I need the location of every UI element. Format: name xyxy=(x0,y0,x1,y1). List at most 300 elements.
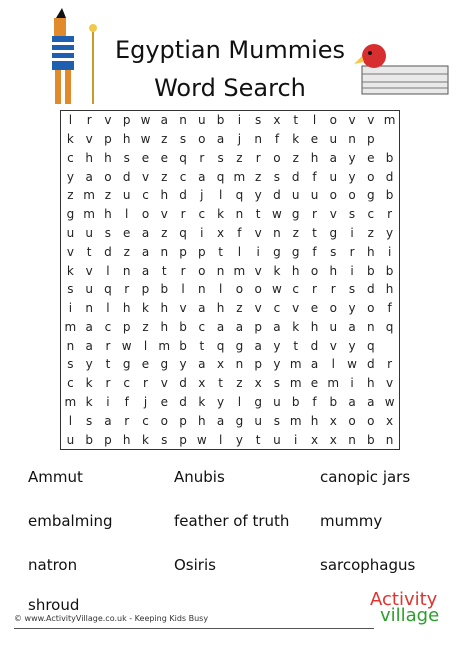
grid-cell: a xyxy=(198,169,206,184)
grid-cell: f xyxy=(274,132,280,147)
grid-cell: n xyxy=(198,282,206,297)
grid-cell: o xyxy=(367,169,375,184)
grid-cell: l xyxy=(143,338,148,353)
grid-cell: m xyxy=(233,169,246,184)
grid-cell: k xyxy=(217,207,225,222)
grid-cell: v xyxy=(254,263,262,278)
grid-cell: r xyxy=(387,207,393,222)
grid-cell: w xyxy=(140,132,151,147)
grid-cell: a xyxy=(216,319,225,334)
grid-cell: y xyxy=(273,357,281,372)
grid-cell: o xyxy=(329,188,337,203)
grid-cell: w xyxy=(121,338,132,353)
grid-cell: o xyxy=(198,132,206,147)
grid-cell: d xyxy=(310,338,319,353)
grid-cell: d xyxy=(291,169,300,184)
grid-cell: b xyxy=(367,263,375,278)
grid-cell: f xyxy=(312,169,317,184)
grid-cell: o xyxy=(198,263,206,278)
grid-cell: s xyxy=(273,376,281,391)
grid-cell: l xyxy=(68,113,73,128)
grid-cell: h xyxy=(104,207,112,222)
grid-cell: b xyxy=(385,188,394,203)
grid-cell: z xyxy=(123,244,130,259)
grid-cell: b xyxy=(85,432,93,447)
grid-cell: a xyxy=(141,226,150,241)
grid-cell: m xyxy=(233,263,246,278)
grid-cell: c xyxy=(142,413,149,428)
page-title-line1: Egyptian Mummies xyxy=(114,36,346,64)
grid-cell: x xyxy=(198,376,206,391)
grid-cell: e xyxy=(141,357,150,372)
grid-cell: r xyxy=(387,357,393,372)
grid-cell: l xyxy=(312,113,317,128)
grid-cell: h xyxy=(198,413,206,428)
grid-cell: g xyxy=(235,338,244,353)
grid-cell: s xyxy=(86,413,93,428)
grid-cell: t xyxy=(105,357,111,372)
grid-cell: o xyxy=(254,282,262,297)
grid-cell: s xyxy=(67,282,74,297)
grid-cell: u xyxy=(254,413,262,428)
grid-cell: w xyxy=(272,207,282,222)
word-item: mummy xyxy=(320,512,383,530)
grid-cell: n xyxy=(235,207,244,222)
grid-cell: o xyxy=(160,413,168,428)
grid-cell: e xyxy=(310,301,319,316)
grid-cell: i xyxy=(256,244,260,259)
grid-cell: v xyxy=(254,301,262,316)
grid-cell: v xyxy=(329,207,337,222)
grid-cell: e xyxy=(310,376,319,391)
grid-cell: u xyxy=(66,226,75,241)
grid-cell: r xyxy=(124,282,130,297)
grid-cell: c xyxy=(367,207,375,222)
grid-cell: y xyxy=(348,169,356,184)
grid-cell: l xyxy=(331,357,335,372)
grid-cell: n xyxy=(66,338,75,353)
grid-cell: q xyxy=(235,188,244,203)
grid-cell: c xyxy=(142,188,149,203)
grid-cell: c xyxy=(67,376,74,391)
grid-cell: s xyxy=(217,150,224,165)
grid-cell: n xyxy=(235,357,244,372)
grid-cell: m xyxy=(64,319,77,334)
word-search-grid xyxy=(60,110,400,450)
grid-cell: d xyxy=(122,169,131,184)
grid-cell: f xyxy=(387,301,392,316)
grid-cell: o xyxy=(141,207,150,222)
grid-cell: x xyxy=(386,413,394,428)
page-title-line2: Word Search xyxy=(154,74,306,102)
grid-cell: n xyxy=(122,263,131,278)
grid-cell: u xyxy=(329,169,338,184)
grid-cell: d xyxy=(273,188,281,203)
grid-cell: r xyxy=(312,282,317,297)
grid-cell: u xyxy=(310,188,319,203)
grid-cell: g xyxy=(291,244,300,259)
grid-cell: u xyxy=(85,282,93,297)
grid-cell: u xyxy=(291,188,300,203)
grid-cell: n xyxy=(85,301,93,316)
grid-cell: k xyxy=(198,395,206,410)
grid-cell: h xyxy=(367,244,375,259)
grid-cell: w xyxy=(196,432,207,447)
grid-cell: o xyxy=(310,263,319,278)
grid-cell: t xyxy=(255,432,261,447)
grid-cell: a xyxy=(310,357,319,372)
grid-cell: a xyxy=(104,413,112,428)
grid-cell: z xyxy=(255,169,262,184)
word-item: Ammut xyxy=(28,468,83,486)
grid-cell: h xyxy=(122,132,131,147)
footer-divider xyxy=(14,628,374,629)
grid-cell: i xyxy=(350,226,354,241)
grid-cell: p xyxy=(254,319,262,334)
grid-cell: a xyxy=(85,338,93,353)
grid-cell: k xyxy=(142,301,149,316)
grid-cell: u xyxy=(329,132,338,147)
grid-cell: r xyxy=(86,113,92,128)
grid-cell: k xyxy=(142,432,149,447)
grid-cell: y xyxy=(217,395,225,410)
grid-cell: d xyxy=(385,169,394,184)
grid-cell: m xyxy=(383,113,396,128)
grid-cell: i xyxy=(350,376,354,391)
grid-cell: t xyxy=(161,263,167,278)
grid-cell: q xyxy=(179,150,187,165)
grid-cell: r xyxy=(255,150,261,165)
logo-line1: Activity xyxy=(370,589,438,610)
grid-cell: h xyxy=(160,301,169,316)
grid-cell: y xyxy=(179,357,187,372)
grid-cell: h xyxy=(160,188,169,203)
grid-cell: f xyxy=(124,395,129,410)
grid-cell: r xyxy=(143,376,148,391)
grid-cell: a xyxy=(367,395,375,410)
grid-cell: k xyxy=(85,395,93,410)
grid-cell: z xyxy=(236,150,243,165)
grid-cell: b xyxy=(216,113,225,128)
grid-cell: a xyxy=(85,169,93,184)
grid-cell: s xyxy=(273,169,281,184)
grid-cell: u xyxy=(198,113,206,128)
grid-cell: u xyxy=(66,432,75,447)
grid-cell: b xyxy=(385,263,394,278)
grid-cell: p xyxy=(179,432,187,447)
grid-cell: v xyxy=(141,169,150,184)
grid-cell: y xyxy=(386,226,394,241)
grid-cell: a xyxy=(348,395,356,410)
grid-cell: h xyxy=(104,150,112,165)
grid-cell: t xyxy=(293,338,299,353)
grid-cell: w xyxy=(384,395,395,410)
grid-cell: s xyxy=(273,413,281,428)
grid-cell: r xyxy=(330,282,336,297)
grid-cell: l xyxy=(106,301,110,316)
grid-cell: t xyxy=(312,226,317,241)
grid-cell: c xyxy=(198,207,206,222)
grid-cell: n xyxy=(367,319,375,334)
grid-cell: o xyxy=(273,150,281,165)
grid-cell: c xyxy=(123,376,131,391)
grid-cell: b xyxy=(385,150,394,165)
grid-cell: c xyxy=(198,319,206,334)
grid-cell: n xyxy=(348,132,356,147)
grid-cell: y xyxy=(273,338,281,353)
grid-cell: c xyxy=(179,169,187,184)
grid-cell: u xyxy=(273,432,281,447)
grid-cell: w xyxy=(347,357,357,372)
grid-cell: i xyxy=(106,395,110,410)
grid-cell: h xyxy=(122,301,131,316)
grid-cell: p xyxy=(179,244,187,259)
grid-cell: p xyxy=(141,282,150,297)
grid-cell: r xyxy=(180,207,186,222)
grid-cell: k xyxy=(66,263,74,278)
grid-cell: t xyxy=(255,207,261,222)
grid-cell: j xyxy=(143,395,148,410)
grid-cell: u xyxy=(329,319,338,334)
grid-cell: p xyxy=(179,413,187,428)
grid-cell: z xyxy=(161,132,168,147)
grid-cell: x xyxy=(273,113,281,128)
grid-cell: p xyxy=(122,319,131,334)
grid-cell: p xyxy=(367,132,375,147)
grid-cell: h xyxy=(85,150,93,165)
grid-cell: s xyxy=(161,432,168,447)
grid-cell: m xyxy=(289,376,302,391)
grid-cell: g xyxy=(122,357,131,372)
grid-cell: v xyxy=(66,244,74,259)
grid-cell: l xyxy=(237,244,242,259)
grid-cell: r xyxy=(124,413,130,428)
grid-cell: x xyxy=(217,357,225,372)
grid-cell: a xyxy=(216,132,225,147)
grid-cell: n xyxy=(273,226,281,241)
grid-cell: l xyxy=(68,413,73,428)
grid-cell: k xyxy=(292,132,300,147)
grid-cell: l xyxy=(237,395,242,410)
grid-cell: g xyxy=(329,226,338,241)
grid-cell: u xyxy=(122,188,131,203)
grid-cell: g xyxy=(273,244,281,259)
grid-cell: a xyxy=(329,150,337,165)
grid-cell: p xyxy=(254,357,262,372)
grid-cell: h xyxy=(291,263,300,278)
grid-cell: t xyxy=(218,376,223,391)
grid-cell: o xyxy=(329,113,337,128)
grid-cell: d xyxy=(367,357,375,372)
grid-cell: d xyxy=(179,188,187,203)
grid-cell: x xyxy=(329,432,337,447)
grid-cell: p xyxy=(122,113,131,128)
grid-cell: n xyxy=(385,432,394,447)
grid-cell: y xyxy=(254,188,262,203)
grid-cell: i xyxy=(350,263,354,278)
grid-cell: a xyxy=(348,319,356,334)
grid-cell: s xyxy=(104,226,112,241)
grid-cell: n xyxy=(216,263,225,278)
grid-cell: c xyxy=(104,319,112,334)
word-item: natron xyxy=(28,556,78,574)
grid-cell: h xyxy=(122,432,131,447)
grid-cell: x xyxy=(329,413,337,428)
logo-line2: village xyxy=(380,605,440,626)
grid-cell: e xyxy=(310,132,319,147)
grid-cell: g xyxy=(66,207,75,222)
grid-cell: i xyxy=(200,226,204,241)
grid-cell: g xyxy=(254,395,262,410)
grid-cell: k xyxy=(85,376,93,391)
grid-cell: p xyxy=(104,432,112,447)
grid-cell: b xyxy=(179,338,187,353)
grid-cell: o xyxy=(104,169,112,184)
grid-cell: v xyxy=(386,376,394,391)
grid-cell: z xyxy=(367,226,374,241)
grid-cell: z xyxy=(142,319,149,334)
grid-cell: o xyxy=(367,413,375,428)
grid-cell: a xyxy=(160,113,168,128)
grid-cell: z xyxy=(236,376,243,391)
grid-cell: l xyxy=(218,432,223,447)
grid-cell: s xyxy=(255,113,262,128)
grid-cell: o xyxy=(367,301,375,316)
grid-cell: i xyxy=(237,113,242,128)
grid-cell: b xyxy=(291,395,300,410)
grid-cell: w xyxy=(272,282,282,297)
word-item: feather of truth xyxy=(174,512,290,530)
grid-cell xyxy=(380,336,399,355)
grid-cell: n xyxy=(254,132,262,147)
word-item: embalming xyxy=(28,512,113,530)
grid-cell: x xyxy=(310,432,319,447)
grid-cell: n xyxy=(348,432,356,447)
grid-cell: p xyxy=(104,132,112,147)
grid-cell: q xyxy=(179,226,187,241)
grid-cell: s xyxy=(348,207,356,222)
grid-cell: x xyxy=(254,376,262,391)
grid-cell: m xyxy=(327,376,340,391)
grid-cell: n xyxy=(179,113,187,128)
grid-cell: u xyxy=(273,395,281,410)
grid-cell: q xyxy=(216,338,225,353)
grid-cell: z xyxy=(161,169,168,184)
grid-cell: d xyxy=(367,282,375,297)
grid-cell: v xyxy=(292,301,300,316)
grid-cell: q xyxy=(104,282,112,297)
grid-cell: a xyxy=(235,319,244,334)
grid-cell: m xyxy=(83,207,95,222)
grid-cell: i xyxy=(68,301,73,316)
grid-cell: v xyxy=(179,301,187,316)
grid-cell: h xyxy=(367,376,375,391)
grid-cell: b xyxy=(160,282,169,297)
grid-cell: z xyxy=(236,301,243,316)
grid-cell: s xyxy=(330,244,337,259)
grid-cell: v xyxy=(254,226,262,241)
grid-cell: a xyxy=(216,413,225,428)
grid-cell: l xyxy=(106,263,110,278)
grid-cell: f xyxy=(312,395,317,410)
grid-cell: s xyxy=(179,132,187,147)
grid-cell: h xyxy=(310,319,319,334)
grid-cell: y xyxy=(85,357,93,372)
grid-cell: l xyxy=(181,282,185,297)
grid-cell: o xyxy=(235,282,244,297)
grid-cell: a xyxy=(85,319,93,334)
grid-cell: a xyxy=(198,357,206,372)
grid-cell: q xyxy=(367,338,375,353)
grid-cell: z xyxy=(104,188,112,203)
grid-cell: m xyxy=(83,188,95,203)
grid-cell: v xyxy=(348,113,356,128)
grid-cell: f xyxy=(237,226,242,241)
grid-cell: k xyxy=(66,132,74,147)
grid-cell: k xyxy=(292,319,300,334)
grid-cell: h xyxy=(310,150,319,165)
grid-cell: m xyxy=(64,395,77,410)
activity-village-logo xyxy=(370,589,440,626)
grid-cell: r xyxy=(199,150,205,165)
grid-cell: b xyxy=(329,395,338,410)
grid-cell: v xyxy=(329,338,337,353)
grid-cell: e xyxy=(367,150,375,165)
grid-cell: e xyxy=(141,150,150,165)
grid-cell: a xyxy=(141,263,150,278)
grid-cell: t xyxy=(293,113,299,128)
grid-cell: u xyxy=(85,226,93,241)
grid-cell: a xyxy=(273,319,281,334)
grid-cell: z xyxy=(67,188,74,203)
grid-cell: t xyxy=(199,338,205,353)
grid-cell: h xyxy=(310,413,319,428)
grid-cell: r xyxy=(312,207,317,222)
grid-cell: r xyxy=(349,244,355,259)
grid-cell: g xyxy=(291,207,300,222)
footer-credit: © www.ActivityVillage.co.uk - Keeping Kids Busy xyxy=(14,614,209,623)
grid-cell: v xyxy=(367,113,375,128)
grid-cell: m xyxy=(289,413,302,428)
grid-cell: t xyxy=(86,244,92,259)
grid-cell: b xyxy=(179,319,187,334)
grid-cell: d xyxy=(104,244,112,259)
grid-cell: g xyxy=(160,357,169,372)
grid-cell: p xyxy=(198,244,206,259)
grid-cell: o xyxy=(348,188,356,203)
grid-cell: z xyxy=(161,226,168,241)
word-item: sarcophagus xyxy=(320,556,416,574)
grid-cell: t xyxy=(218,244,223,259)
grid-cell: v xyxy=(85,263,93,278)
grid-cell: s xyxy=(67,357,74,372)
grid-cell: l xyxy=(218,282,223,297)
grid-cell: e xyxy=(160,395,168,410)
grid-cell xyxy=(380,130,399,149)
grid-cell: m xyxy=(289,357,302,372)
grid-cell: q xyxy=(385,319,394,334)
grid-cell: r xyxy=(180,263,186,278)
grid-cell: s xyxy=(348,282,356,297)
grid-cell: b xyxy=(367,432,375,447)
grid-cell: x xyxy=(217,226,225,241)
grid-cell: g xyxy=(235,413,244,428)
grid-cell: r xyxy=(105,338,111,353)
grid-cell: j xyxy=(237,132,242,147)
word-item: Osiris xyxy=(174,556,216,574)
grid-cell: d xyxy=(179,376,187,391)
grid-cell: z xyxy=(292,150,299,165)
